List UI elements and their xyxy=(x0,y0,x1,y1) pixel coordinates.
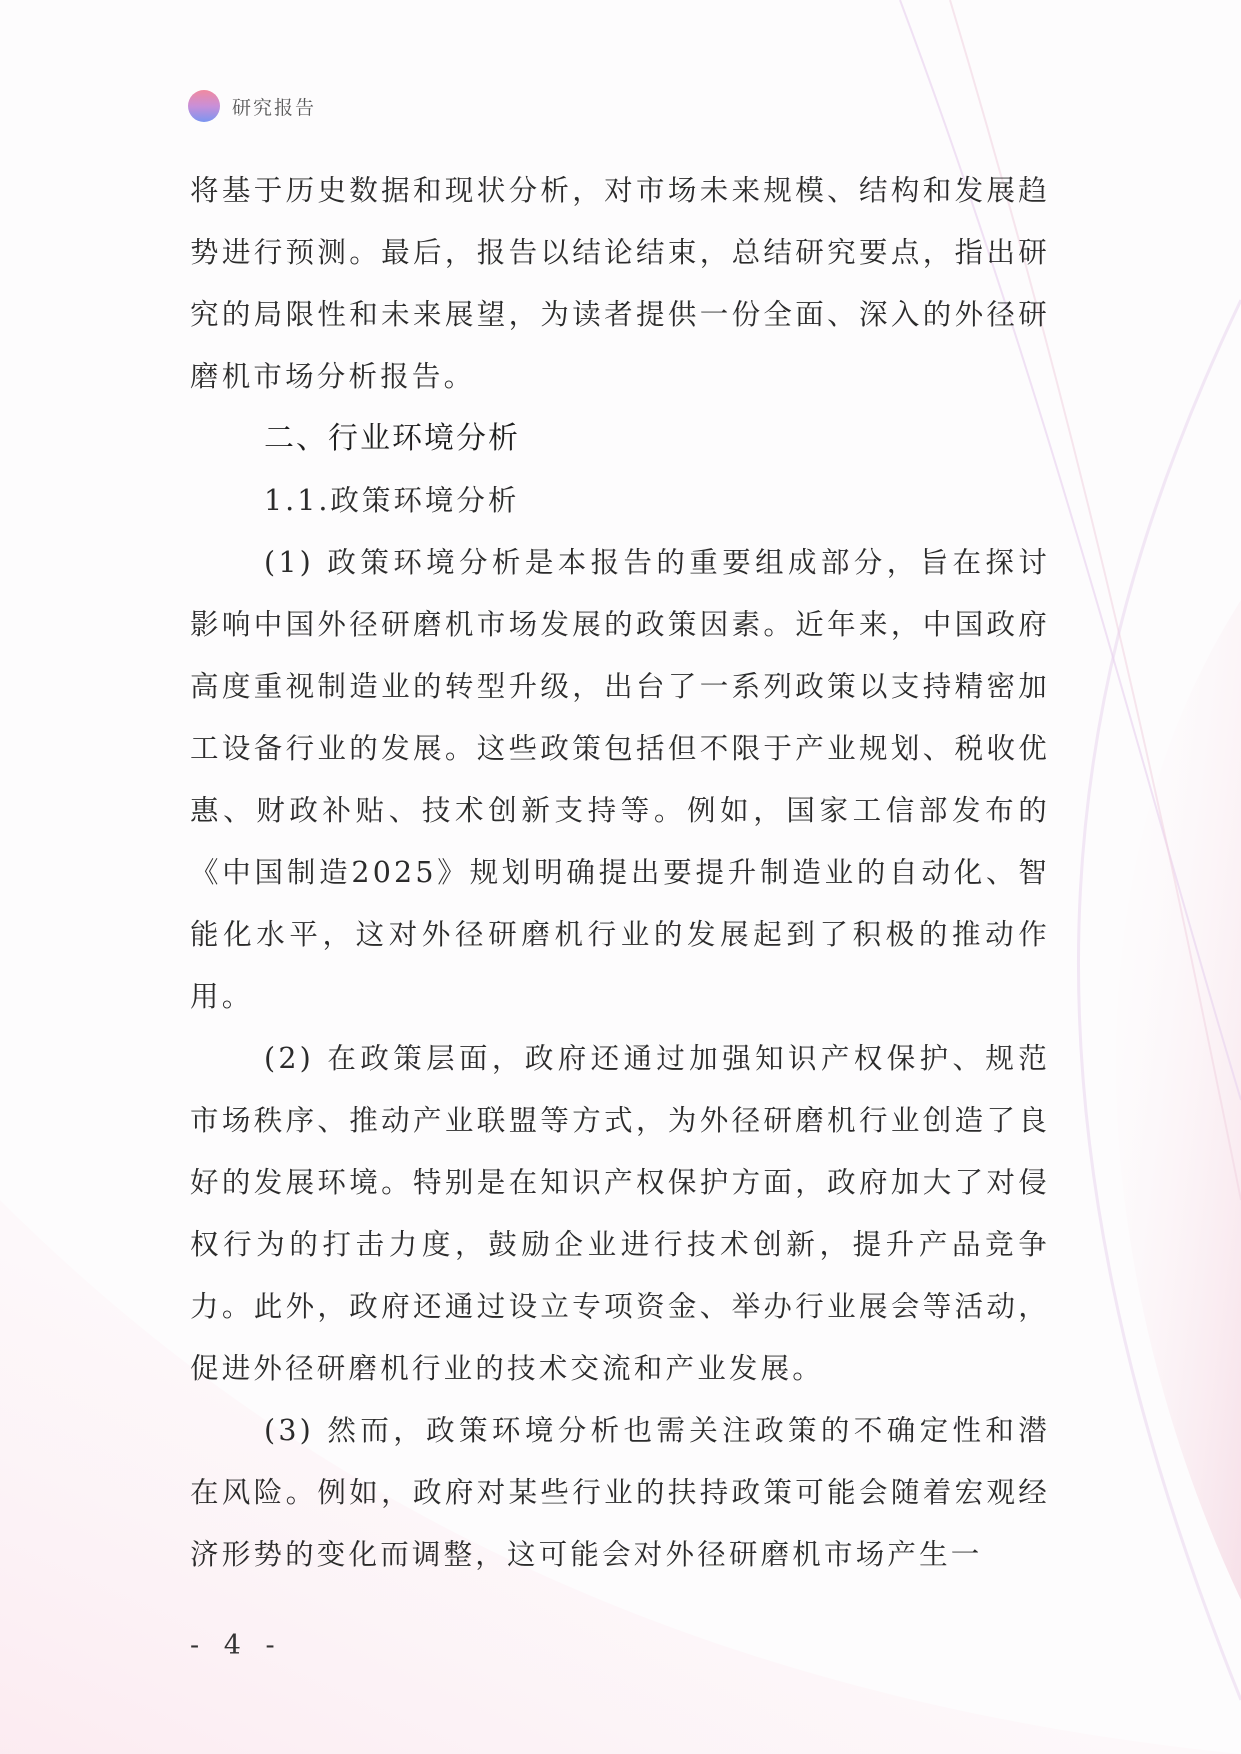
logo-circle-icon xyxy=(188,90,220,122)
paragraph-2: (2) 在政策层面，政府还通过加强知识产权保护、规范市场秩序、推动产业联盟等方式，为外径研磨机行业创造了良好的发展环境。特别是在知识产权保护方面，政府加大了对侵权行为的打击力度，鼓励企业进行技术创新，提升产品竞争力。此外，政府还通过设立专项资金、举办行业展会等活动，促进外径研磨机行业的技术交流和产业发展。 xyxy=(190,1042,1050,1385)
header-label: 研究报告 xyxy=(232,96,317,119)
document-body xyxy=(190,160,1050,1586)
page-number: - 4 - xyxy=(190,1630,283,1661)
intro-paragraph: 将基于历史数据和现状分析，对市场未来规模、结构和发展趋势进行预测。最后，报告以结论结束，总结研究要点，指出研究的局限性和未来展望，为读者提供一份全面、深入的外径研磨机市场分析报告。 xyxy=(190,174,1050,393)
section-heading: 二、行业环境分析 xyxy=(264,421,520,456)
paragraph-1: (1) 政策环境分析是本报告的重要组成部分，旨在探讨影响中国外径研磨机市场发展的政策因素。近年来，中国政府高度重视制造业的转型升级，出台了一系列政策以支持精密加工设备行业的发展。这些政策包括但不限于产业规划、税收优惠、财政补贴、技术创新支持等。例如，国家工信部发布的《中国制造2025》规划明确提出要提升制造业的自动化、智能化水平，这对外径研磨机行业的发展起到了积极的推动作用。 xyxy=(190,546,1050,1013)
report-header xyxy=(188,88,316,124)
paragraph-3: (3) 然而，政策环境分析也需关注政策的不确定性和潜在风险。例如，政府对某些行业的扶持政策可能会随着宏观经济形势的变化而调整，这可能会对外径研磨机市场产生一 xyxy=(190,1414,1050,1571)
subsection-heading: 1.1.政策环境分析 xyxy=(264,484,520,517)
